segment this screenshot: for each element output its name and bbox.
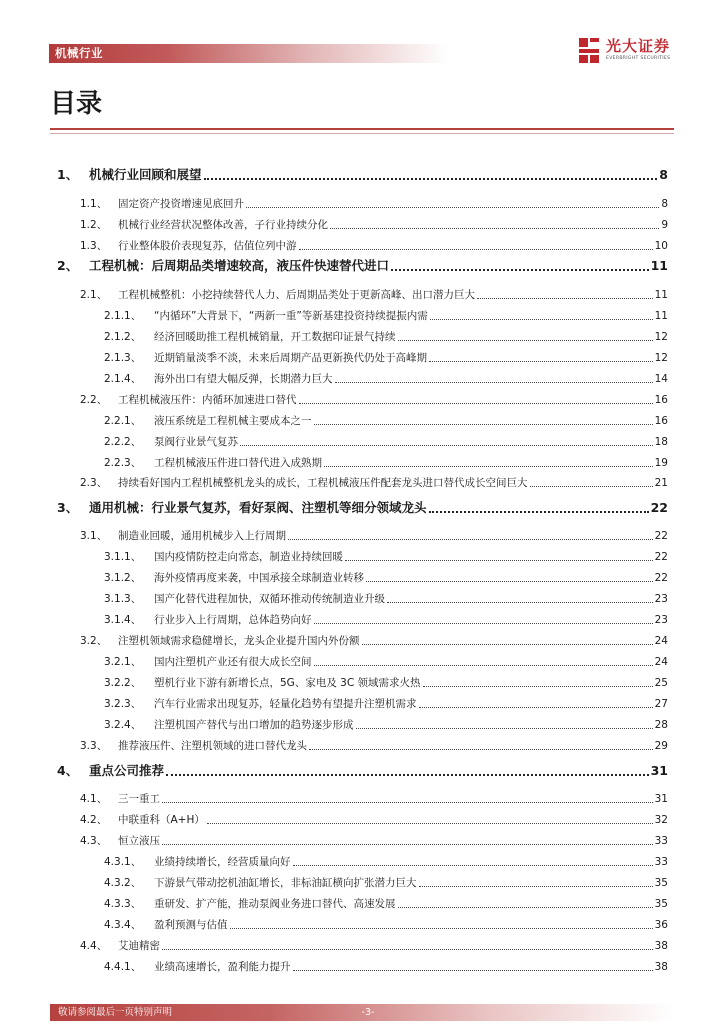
- toc-entry-page: 33: [654, 856, 668, 868]
- toc-entry-number: 2.3、: [80, 477, 108, 489]
- toc-leader-dots: [324, 466, 653, 467]
- toc-leader-dots: [398, 340, 653, 341]
- toc-leader-dots: [230, 928, 653, 929]
- toc-entry-title: 制造业回暖，通用机械步入上行周期: [118, 530, 286, 542]
- toc-entry-page: 11: [654, 289, 668, 301]
- toc-leader-dots: [362, 644, 653, 645]
- toc-entry[interactable]: [80, 470, 668, 490]
- toc-entry-title: 持续看好国内工程机械整机龙头的成长，工程机械液压件配套龙头进口替代成长空间巨大: [118, 477, 528, 489]
- toc-entry-page: 10: [654, 240, 668, 252]
- toc-entry-number: 2.1、: [80, 289, 108, 301]
- toc-entry-number: 3.1.3、: [104, 593, 142, 605]
- toc-entry-page: 38: [654, 961, 668, 973]
- toc-entry-number: 2.1.2、: [104, 331, 142, 343]
- toc-entry-page: 31: [650, 763, 668, 778]
- toc-entry-number: 3.3、: [80, 740, 108, 752]
- toc-entry-page: 11: [654, 310, 668, 322]
- toc-entry-page: 29: [654, 740, 668, 752]
- toc-entry-number: 2.1.3、: [104, 352, 142, 364]
- toc-entry[interactable]: [104, 691, 668, 711]
- company-logo: [578, 36, 678, 66]
- toc-leader-dots: [330, 228, 659, 229]
- toc-entry[interactable]: [104, 544, 668, 564]
- toc-entry[interactable]: [104, 912, 668, 932]
- toc-entry-title: 恒立液压: [118, 835, 160, 847]
- toc-entry-page: 12: [654, 352, 668, 364]
- toc-entry-title: 国产化替代进程加快，双循环推动传统制造业升级: [154, 593, 385, 605]
- toc-entry-page: 22: [654, 551, 668, 563]
- toc-entry-title: 注塑机领域需求稳健增长，龙头企业提升国内外份额: [118, 635, 360, 647]
- toc-entry-page: 22: [654, 572, 668, 584]
- toc-leader-dots: [430, 319, 653, 320]
- logo-mark-icon: [578, 36, 602, 64]
- toc-leader-dots: [314, 665, 653, 666]
- toc-entry-number: 3.2、: [80, 635, 108, 647]
- logo-name: 光大证券: [606, 37, 671, 55]
- toc-entry-page: 33: [654, 835, 668, 847]
- toc-entry-number: 4、: [57, 763, 79, 778]
- toc-entry-title: 泵阀行业景气复苏: [154, 436, 238, 448]
- header-bar: [49, 44, 449, 63]
- toc-entry-page: 36: [654, 919, 668, 931]
- toc-entry[interactable]: [80, 733, 668, 753]
- toc-entry[interactable]: [104, 324, 668, 344]
- toc-entry-page: 23: [654, 593, 668, 605]
- toc-entry-page: 22: [654, 530, 668, 542]
- toc-entry-title: 行业整体股价表现复苏，估值位列中游: [118, 240, 297, 252]
- toc-entry-page: 38: [654, 940, 668, 952]
- toc-leader-dots: [293, 865, 653, 866]
- toc-entry-page: 28: [654, 719, 668, 731]
- toc-entry-number: 3.2.2、: [104, 677, 142, 689]
- toc-entry[interactable]: [80, 191, 668, 211]
- toc-entry-title: 盈利预测与估值: [154, 919, 228, 931]
- toc-leader-dots: [299, 249, 653, 250]
- toc-leader-dots: [366, 581, 653, 582]
- toc-entry-page: 24: [654, 635, 668, 647]
- toc-entry-number: 4.2、: [80, 814, 108, 826]
- toc-leader-dots: [391, 269, 649, 271]
- toc-entry-number: 3.1、: [80, 530, 108, 542]
- toc-entry-title: 国内疫情防控走向常态，制造业持续回暖: [154, 551, 343, 563]
- toc-leader-dots: [398, 907, 653, 908]
- toc-entry-number: 2、: [57, 258, 79, 273]
- toc-entry-title: 艾迪精密: [118, 940, 160, 952]
- toc-leader-dots: [240, 445, 653, 446]
- toc-entry-number: 4.3.3、: [104, 898, 142, 910]
- toc-entry[interactable]: [80, 282, 668, 302]
- toc-entry-number: 3.1.4、: [104, 614, 142, 626]
- toc-leader-dots: [530, 486, 653, 487]
- toc-entry-page: 31: [654, 793, 668, 805]
- toc-entry[interactable]: [104, 586, 668, 606]
- toc-entry[interactable]: [104, 649, 668, 669]
- toc-entry-number: 2.2.3、: [104, 457, 142, 469]
- toc-entry-page: 14: [654, 373, 668, 385]
- toc-entry-page: 16: [654, 415, 668, 427]
- toc-leader-dots: [309, 749, 653, 750]
- toc-entry-number: 2.2、: [80, 394, 108, 406]
- toc-entry[interactable]: [80, 828, 668, 848]
- toc-entry-number: 4.3.2、: [104, 877, 142, 889]
- toc-leader-dots: [387, 602, 653, 603]
- toc-leader-dots: [162, 802, 653, 803]
- page-number: -3-: [361, 1007, 375, 1018]
- toc-leader-dots: [288, 539, 653, 540]
- toc-entry[interactable]: [104, 891, 668, 911]
- page-title: 目录: [50, 89, 103, 119]
- toc-entry[interactable]: [104, 429, 668, 449]
- toc-entry-page: 12: [654, 331, 668, 343]
- toc-entry[interactable]: [104, 565, 668, 585]
- toc-entry-page: 35: [654, 898, 668, 910]
- toc-entry-title: 液压系统是工程机械主要成本之一: [154, 415, 312, 427]
- toc-entry-page: 19: [654, 457, 668, 469]
- toc-entry[interactable]: [104, 607, 668, 627]
- toc-entry-title: 下游景气带动挖机油缸增长，非标油缸横向扩张潜力巨大: [154, 877, 417, 889]
- toc-entry-title: 近期销量淡季不淡，未来后周期产品更新换代仍处于高峰期: [154, 352, 427, 364]
- toc-entry-number: 4.1、: [80, 793, 108, 805]
- toc-entry-number: 1.2、: [80, 219, 108, 231]
- toc-entry[interactable]: [104, 870, 668, 890]
- toc-entry-number: 4.3、: [80, 835, 108, 847]
- toc-entry[interactable]: [80, 387, 668, 407]
- toc-leader-dots: [293, 970, 653, 971]
- toc-entry-page: 35: [654, 877, 668, 889]
- toc-leader-dots: [207, 823, 653, 824]
- toc-entry[interactable]: [104, 849, 668, 869]
- toc-entry-number: 4.3.1、: [104, 856, 142, 868]
- toc-leader-dots: [429, 361, 653, 362]
- toc-entry-title: 工程机械液压件：内循环加速进口替代: [118, 394, 297, 406]
- toc-entry-title: 行业步入上行周期，总体趋势向好: [154, 614, 312, 626]
- toc-entry[interactable]: [104, 670, 668, 690]
- toc-entry[interactable]: [57, 496, 668, 516]
- toc-entry-number: 1.1、: [80, 198, 108, 210]
- toc-entry-number: 2.2.2、: [104, 436, 142, 448]
- toc-entry-number: 1.3、: [80, 240, 108, 252]
- toc-entry-title: 机械行业回顾和展望: [89, 167, 202, 182]
- toc-entry-number: 4.3.4、: [104, 919, 142, 931]
- toc-entry-page: 25: [654, 677, 668, 689]
- toc-entry-title: 固定资产投资增速见底回升: [118, 198, 244, 210]
- toc-entry[interactable]: [104, 345, 668, 365]
- toc-entry[interactable]: [80, 523, 668, 543]
- toc-entry-number: 2.2.1、: [104, 415, 142, 427]
- logo-subtitle: EVERBRIGHT SECURITIES: [606, 56, 671, 61]
- toc-entry[interactable]: [80, 628, 668, 648]
- toc-entry-number: 1、: [57, 167, 79, 182]
- toc-entry-title: 重点公司推荐: [89, 763, 165, 778]
- toc-entry-page: 32: [654, 814, 668, 826]
- toc-entry-page: 27: [654, 698, 668, 710]
- toc-entry-title: 重研发、扩产能，推动泵阀业务进口替代、高速发展: [154, 898, 396, 910]
- toc-entry-page: 21: [654, 477, 668, 489]
- toc-entry[interactable]: [80, 933, 668, 953]
- toc-entry-title: 业绩高速增长，盈利能力提升: [154, 961, 291, 973]
- toc-entry[interactable]: [57, 163, 668, 183]
- toc-entry[interactable]: [104, 954, 668, 974]
- toc-entry-number: 2.1.1、: [104, 310, 142, 322]
- toc-leader-dots: [345, 560, 653, 561]
- toc-entry-number: 3.1.2、: [104, 572, 142, 584]
- toc-entry[interactable]: [104, 366, 668, 386]
- toc-entry-title: 工程机械液压件进口替代进入成熟期: [154, 457, 322, 469]
- toc-entry[interactable]: [80, 233, 668, 253]
- toc-entry[interactable]: [80, 212, 668, 232]
- toc-entry-page: 16: [654, 394, 668, 406]
- toc-leader-dots: [166, 774, 649, 776]
- toc-entry-number: 3.2.3、: [104, 698, 142, 710]
- toc-entry[interactable]: [57, 759, 668, 779]
- toc-entry-page: 11: [650, 258, 668, 273]
- toc-entry-page: 9: [661, 219, 668, 231]
- toc-entry[interactable]: [104, 450, 668, 470]
- toc-entry-number: 3、: [57, 500, 79, 515]
- title-divider-thin: [50, 133, 674, 134]
- toc-leader-dots: [429, 511, 649, 513]
- toc-entry-title: 塑机行业下游有新增长点，5G、家电及 3C 领域需求火热: [154, 677, 421, 689]
- toc-entry-number: 4.4、: [80, 940, 108, 952]
- toc-entry-number: 4.4.1、: [104, 961, 142, 973]
- toc-entry-title: 推荐液压件、注塑机领域的进口替代龙头: [118, 740, 307, 752]
- toc-entry-title: 中联重科（A+H）: [118, 814, 205, 826]
- toc-entry-title: “内循环”大背景下，“两新一重”等新基建投资持续提振内需: [154, 310, 428, 322]
- toc-entry-page: 24: [654, 656, 668, 668]
- toc-leader-dots: [246, 207, 659, 208]
- toc-leader-dots: [314, 424, 653, 425]
- footer-disclaimer: 敬请参阅最后一页特别声明: [58, 1007, 173, 1018]
- toc-leader-dots: [204, 178, 658, 180]
- toc-leader-dots: [356, 728, 653, 729]
- toc-entry-title: 业绩持续增长，经营质量向好: [154, 856, 291, 868]
- toc-entry[interactable]: [57, 254, 668, 274]
- toc-leader-dots: [419, 707, 653, 708]
- toc-entry-number: 2.1.4、: [104, 373, 142, 385]
- toc-entry-title: 三一重工: [118, 793, 160, 805]
- toc-entry-title: 注塑机国产替代与出口增加的趋势逐步形成: [154, 719, 354, 731]
- toc-leader-dots: [162, 949, 653, 950]
- toc-entry[interactable]: [104, 712, 668, 732]
- toc-entry[interactable]: [104, 408, 668, 428]
- toc-entry-title: 经济回暖助推工程机械销量，开工数据印证景气持续: [154, 331, 396, 343]
- toc-entry-title: 国内注塑机产业还有很大成长空间: [154, 656, 312, 668]
- toc-leader-dots: [423, 686, 653, 687]
- toc-entry-number: 3.2.1、: [104, 656, 142, 668]
- toc-leader-dots: [299, 403, 653, 404]
- toc-leader-dots: [335, 382, 653, 383]
- toc-entry-page: 8: [659, 167, 668, 182]
- toc-entry-title: 海外出口有望大幅反弹，长期潜力巨大: [154, 373, 333, 385]
- section-label: 机械行业: [55, 46, 103, 60]
- title-divider-thick: [50, 128, 674, 130]
- toc-entry-title: 机械行业经营状况整体改善，子行业持续分化: [118, 219, 328, 231]
- toc-entry-number: 3.2.4、: [104, 719, 142, 731]
- toc-entry[interactable]: [80, 807, 668, 827]
- toc-entry-number: 3.1.1、: [104, 551, 142, 563]
- toc-entry-title: 汽车行业需求出现复苏，轻量化趋势有望提升注塑机需求: [154, 698, 417, 710]
- toc-leader-dots: [162, 844, 653, 845]
- toc-entry-title: 海外疫情再度来袭，中国承接全球制造业转移: [154, 572, 364, 584]
- toc-entry-title: 工程机械整机：小挖持续替代人力、后周期品类处于更新高峰、出口潜力巨大: [118, 289, 475, 301]
- toc-leader-dots: [477, 298, 653, 299]
- toc-entry-title: 通用机械：行业景气复苏，看好泵阀、注塑机等细分领域龙头: [89, 500, 427, 515]
- toc-leader-dots: [419, 886, 653, 887]
- toc-entry[interactable]: [104, 303, 668, 323]
- toc-entry-page: 18: [654, 436, 668, 448]
- toc-entry-page: 22: [650, 500, 668, 515]
- toc-entry-page: 23: [654, 614, 668, 626]
- toc-leader-dots: [314, 623, 653, 624]
- toc-entry-title: 工程机械：后周期品类增速较高，液压件快速替代进口: [89, 258, 390, 273]
- toc-entry[interactable]: [80, 786, 668, 806]
- toc-entry-page: 8: [661, 198, 668, 210]
